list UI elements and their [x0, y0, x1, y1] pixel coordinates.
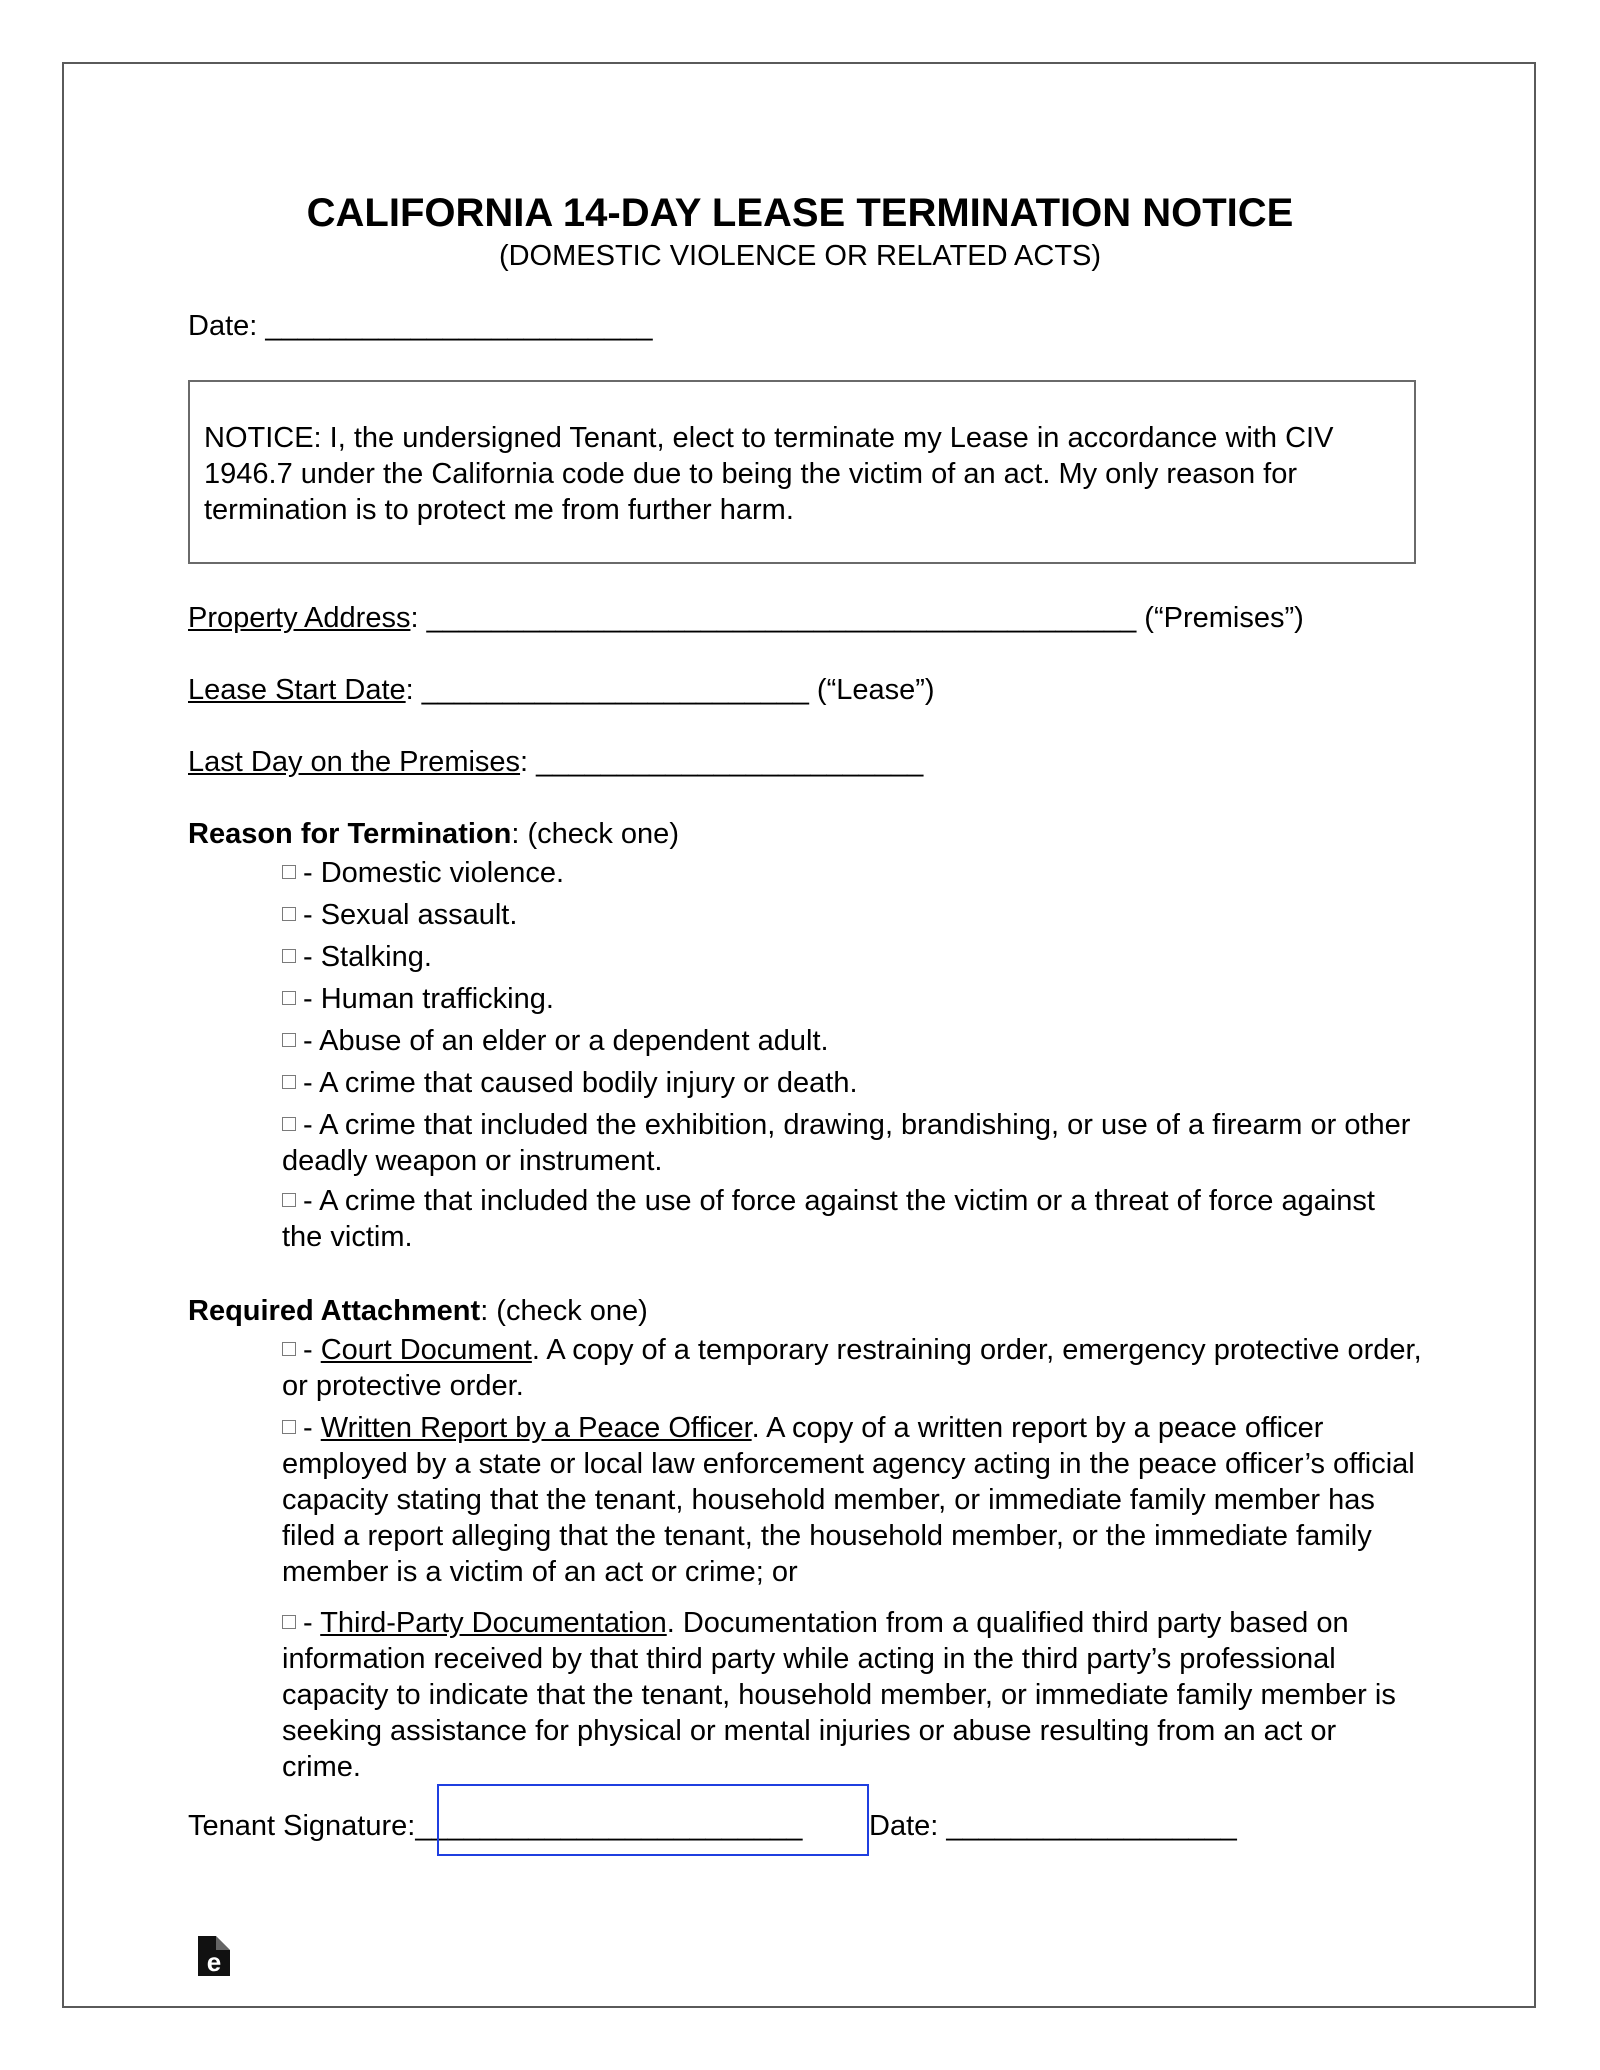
lease-start-label: Lease Start Date: [188, 674, 406, 706]
eforms-logo-icon: [196, 1926, 232, 1978]
property-address-label: Property Address: [188, 602, 411, 634]
checkbox-icon[interactable]: [282, 1075, 296, 1089]
attachment-heading: Required Attachment: (check one): [188, 1295, 648, 1327]
lease-suffix: (“Lease”): [816, 674, 935, 706]
attachment-option[interactable]: - Third-Party Documentation. Documentation from a qualified third party based on information received by that third party while acting in the third party’s professional capacity to indicate that the tenant, household member, or immediate family member is seeking assistance for physical or mental injuries or abuse resulting from an act or crime.: [282, 1607, 1396, 1783]
last-day-field[interactable]: ________________________: [536, 746, 924, 778]
date-label: Date:: [188, 310, 258, 342]
last-day-label: Last Day on the Premises: [188, 746, 521, 778]
lease-start-field[interactable]: ________________________: [421, 674, 809, 706]
last-day-line: Last Day on the Premises: ________________________: [188, 746, 924, 778]
notice-text: NOTICE: I, the undersigned Tenant, elect to terminate my Lease in accordance with CIV 1946.7 under the California code due to being the victim of an act. My only reason for termination is to protect me from further harm.: [204, 422, 1334, 526]
svg-text:e: e: [206, 1947, 222, 1977]
premises-suffix: (“Premises”): [1144, 602, 1304, 634]
checkbox-icon[interactable]: [282, 907, 296, 921]
reason-option[interactable]: - A crime that caused bodily injury or death.: [282, 1065, 1422, 1101]
signature-label: Tenant Signature:: [188, 1810, 416, 1842]
reason-option[interactable]: - A crime that included the exhibition, drawing, brandishing, or use of a firearm or other deadly weapon or instrument.: [282, 1109, 1411, 1177]
reason-option[interactable]: - Abuse of an elder or a dependent adult.: [282, 1023, 1422, 1059]
checkbox-icon[interactable]: [282, 865, 296, 879]
signature-field[interactable]: [437, 1784, 869, 1856]
document-title: CALIFORNIA 14-DAY LEASE TERMINATION NOTICE: [306, 191, 1294, 235]
attachment-option[interactable]: - Written Report by a Peace Officer. A copy of a written report by a peace officer employed by a state or local law enforcement agency acting in the peace officer’s official capacity stating that the tenant, household member, or immediate family member has filed a report alleging that the tenant, the household member, or the immediate family member is a victim of an act or crime; or: [282, 1412, 1415, 1588]
signature-date-field[interactable]: __________________: [946, 1810, 1237, 1842]
reason-option[interactable]: - Human trafficking.: [282, 981, 1422, 1017]
checkbox-icon[interactable]: [282, 991, 296, 1005]
signature-blank: ________________________: [415, 1810, 803, 1842]
reason-option[interactable]: - Stalking.: [282, 939, 1422, 975]
checkbox-icon[interactable]: [282, 1615, 296, 1629]
reason-heading: Reason for Termination: (check one): [188, 818, 679, 850]
signature-date-label: Date:: [869, 1810, 939, 1842]
lease-start-line: Lease Start Date: ________________________ (“Lease”): [188, 674, 935, 706]
checkbox-icon[interactable]: [282, 1193, 296, 1207]
date-field[interactable]: ________________________: [265, 310, 653, 342]
property-address-field[interactable]: ____________________________________________: [426, 602, 1137, 634]
property-address-line: Property Address: ____________________________________________ (“Premises”): [188, 602, 1304, 634]
reason-option[interactable]: - Sexual assault.: [282, 897, 1422, 933]
checkbox-icon[interactable]: [282, 1117, 296, 1131]
document-subtitle: (DOMESTIC VIOLENCE OR RELATED ACTS): [498, 240, 1102, 272]
checkbox-icon[interactable]: [282, 1420, 296, 1434]
attachment-option[interactable]: - Court Document. A copy of a temporary restraining order, emergency protective order, or protective order.: [282, 1334, 1422, 1402]
signature-date-line: [869, 1808, 1237, 1844]
checkbox-icon[interactable]: [282, 1033, 296, 1047]
reason-option[interactable]: - Domestic violence.: [282, 855, 1422, 891]
checkbox-icon[interactable]: [282, 1342, 296, 1356]
checkbox-icon[interactable]: [282, 949, 296, 963]
notice-box: [188, 380, 1416, 564]
reason-option[interactable]: - A crime that included the use of force against the victim or a threat of force against the victim.: [282, 1185, 1375, 1253]
date-line: [188, 308, 652, 344]
